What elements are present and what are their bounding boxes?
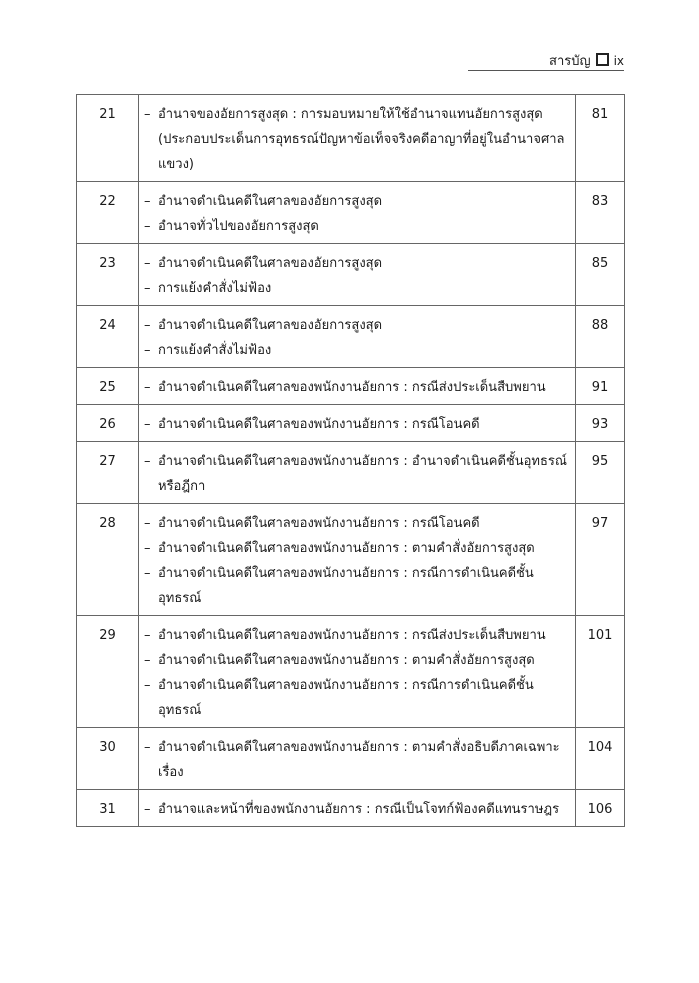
entry-description bbox=[139, 182, 576, 244]
table-row bbox=[77, 244, 625, 306]
entry-item bbox=[144, 511, 570, 536]
entry-description bbox=[139, 504, 576, 616]
entry-description bbox=[139, 728, 576, 790]
entry-item-text: การแย้งคำสั่งไม่ฟ้อง bbox=[158, 343, 272, 358]
entry-item bbox=[144, 214, 570, 239]
entry-page: 104 bbox=[576, 728, 625, 790]
header-label: สารบัญ bbox=[549, 54, 591, 69]
entry-number: 22 bbox=[77, 182, 139, 244]
entry-number: 25 bbox=[77, 368, 139, 405]
entry-item bbox=[144, 313, 570, 338]
entry-page: 93 bbox=[576, 405, 625, 442]
header-text bbox=[549, 50, 624, 71]
entry-item bbox=[144, 276, 570, 301]
entry-number: 24 bbox=[77, 306, 139, 368]
entry-item bbox=[144, 449, 570, 499]
entry-description bbox=[139, 442, 576, 504]
entry-description bbox=[139, 244, 576, 306]
entry-item bbox=[144, 673, 570, 723]
entry-page: 85 bbox=[576, 244, 625, 306]
entry-item bbox=[144, 536, 570, 561]
entry-number: 30 bbox=[77, 728, 139, 790]
table-row bbox=[77, 504, 625, 616]
entry-item bbox=[144, 102, 570, 177]
entry-page: 101 bbox=[576, 616, 625, 728]
entry-number: 29 bbox=[77, 616, 139, 728]
toc-body bbox=[77, 95, 625, 827]
entry-item bbox=[144, 251, 570, 276]
table-row bbox=[77, 182, 625, 244]
checkbox-square-icon bbox=[596, 53, 609, 66]
dash-bullet: – bbox=[144, 454, 151, 469]
entry-number: 27 bbox=[77, 442, 139, 504]
dash-bullet: – bbox=[144, 516, 151, 531]
entry-item-text: อำนาจดำเนินคดีในศาลของพนักงานอัยการ : ตามคำสั่งอัยการสูงสุด bbox=[158, 653, 535, 668]
table-row bbox=[77, 95, 625, 182]
entry-item bbox=[144, 623, 570, 648]
entry-item-text: อำนาจดำเนินคดีในศาลของอัยการสูงสุด bbox=[158, 194, 383, 209]
entry-description bbox=[139, 95, 576, 182]
entry-number: 28 bbox=[77, 504, 139, 616]
entry-item bbox=[144, 375, 570, 400]
dash-bullet: – bbox=[144, 219, 151, 234]
running-header bbox=[468, 48, 624, 71]
dash-bullet: – bbox=[144, 802, 151, 817]
entry-number: 21 bbox=[77, 95, 139, 182]
entry-number: 31 bbox=[77, 790, 139, 827]
entry-item bbox=[144, 797, 570, 822]
entry-item-text: อำนาจของอัยการสูงสุด : การมอบหมายให้ใช้อำนาจแทนอัยการสูงสุด (ประกอบประเด็นการอุทธรณ์ปัญหาข้อเท็จจริงคดีอาญาที่อยู่ในอำนาจศาลแขวง) bbox=[158, 107, 565, 172]
entry-page: 88 bbox=[576, 306, 625, 368]
entry-item-text: อำนาจและหน้าที่ของพนักงานอัยการ : กรณีเป็นโจทก์ฟ้องคดีแทนราษฎร bbox=[158, 802, 560, 817]
entry-item bbox=[144, 338, 570, 363]
table-of-contents bbox=[76, 94, 625, 827]
entry-item-text: อำนาจดำเนินคดีในศาลของพนักงานอัยการ : กรณีโอนคดี bbox=[158, 417, 480, 432]
dash-bullet: – bbox=[144, 541, 151, 556]
entry-description bbox=[139, 616, 576, 728]
entry-description bbox=[139, 790, 576, 827]
entry-item-text: อำนาจดำเนินคดีในศาลของพนักงานอัยการ : กรณีส่งประเด็นสืบพยาน bbox=[158, 380, 546, 395]
entry-item bbox=[144, 189, 570, 214]
dash-bullet: – bbox=[144, 107, 151, 122]
table-row bbox=[77, 728, 625, 790]
table-row bbox=[77, 405, 625, 442]
entry-item-text: การแย้งคำสั่งไม่ฟ้อง bbox=[158, 281, 272, 296]
entry-item-text: อำนาจดำเนินคดีในศาลของพนักงานอัยการ : ตามคำสั่งอัยการสูงสุด bbox=[158, 541, 535, 556]
page-number-roman: ix bbox=[613, 54, 624, 68]
entry-item-text: อำนาจดำเนินคดีในศาลของอัยการสูงสุด bbox=[158, 256, 383, 271]
entry-page: 81 bbox=[576, 95, 625, 182]
dash-bullet: – bbox=[144, 628, 151, 643]
dash-bullet: – bbox=[144, 194, 151, 209]
entry-description bbox=[139, 405, 576, 442]
dash-bullet: – bbox=[144, 318, 151, 333]
entry-page: 97 bbox=[576, 504, 625, 616]
dash-bullet: – bbox=[144, 281, 151, 296]
dash-bullet: – bbox=[144, 566, 151, 581]
entry-item-text: อำนาจดำเนินคดีในศาลของพนักงานอัยการ : ตามคำสั่งอธิบดีภาคเฉพาะเรื่อง bbox=[158, 740, 560, 780]
dash-bullet: – bbox=[144, 740, 151, 755]
dash-bullet: – bbox=[144, 678, 151, 693]
dash-bullet: – bbox=[144, 417, 151, 432]
entry-item-text: อำนาจดำเนินคดีในศาลของพนักงานอัยการ : กรณีการดำเนินคดีชั้นอุทธรณ์ bbox=[158, 678, 534, 718]
table-row bbox=[77, 306, 625, 368]
entry-page: 91 bbox=[576, 368, 625, 405]
dash-bullet: – bbox=[144, 380, 151, 395]
entry-description bbox=[139, 306, 576, 368]
entry-item-text: อำนาจทั่วไปของอัยการสูงสุด bbox=[158, 219, 319, 234]
entry-page: 83 bbox=[576, 182, 625, 244]
entry-number: 23 bbox=[77, 244, 139, 306]
table-row bbox=[77, 790, 625, 827]
table-row bbox=[77, 368, 625, 405]
dash-bullet: – bbox=[144, 256, 151, 271]
entry-item bbox=[144, 648, 570, 673]
entry-description bbox=[139, 368, 576, 405]
entry-page: 106 bbox=[576, 790, 625, 827]
entry-item-text: อำนาจดำเนินคดีในศาลของพนักงานอัยการ : กรณีการดำเนินคดีชั้นอุทธรณ์ bbox=[158, 566, 534, 606]
entry-item bbox=[144, 735, 570, 785]
entry-item-text: อำนาจดำเนินคดีในศาลของอัยการสูงสุด bbox=[158, 318, 383, 333]
dash-bullet: – bbox=[144, 343, 151, 358]
entry-number: 26 bbox=[77, 405, 139, 442]
entry-page: 95 bbox=[576, 442, 625, 504]
entry-item bbox=[144, 412, 570, 437]
entry-item-text: อำนาจดำเนินคดีในศาลของพนักงานอัยการ : กรณีส่งประเด็นสืบพยาน bbox=[158, 628, 546, 643]
entry-item-text: อำนาจดำเนินคดีในศาลของพนักงานอัยการ : อำนาจดำเนินคดีชั้นอุทธรณ์หรือฎีกา bbox=[158, 454, 567, 494]
entry-item bbox=[144, 561, 570, 611]
entry-item-text: อำนาจดำเนินคดีในศาลของพนักงานอัยการ : กรณีโอนคดี bbox=[158, 516, 480, 531]
table-row bbox=[77, 442, 625, 504]
table-row bbox=[77, 616, 625, 728]
dash-bullet: – bbox=[144, 653, 151, 668]
